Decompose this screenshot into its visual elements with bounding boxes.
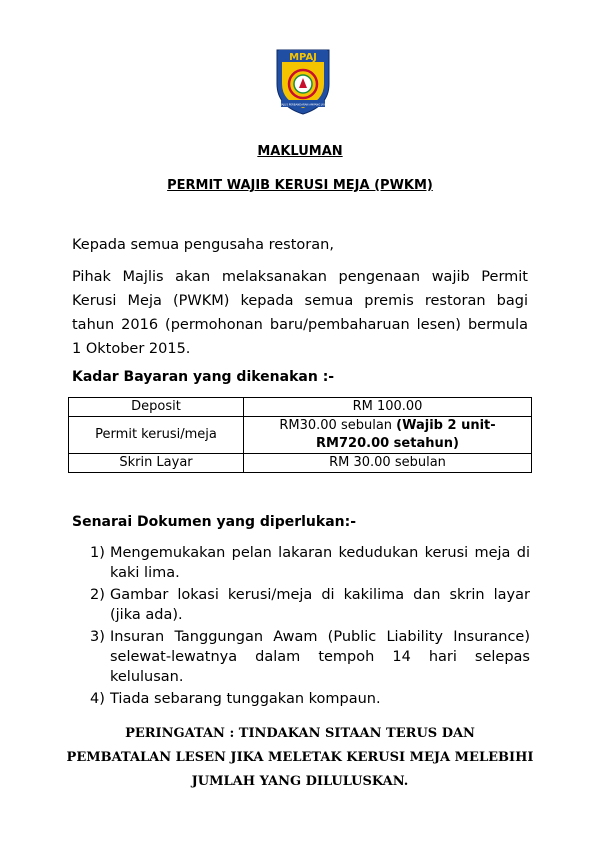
warning-notice bbox=[60, 722, 540, 794]
table-row bbox=[69, 417, 532, 454]
rate-note: (Wajib 2 unit-RM720.00 setahun) bbox=[316, 418, 496, 451]
rate-price bbox=[244, 454, 532, 473]
documents-list bbox=[90, 543, 530, 711]
rate-price-text: RM 100.00 bbox=[352, 399, 423, 414]
list-number: 3) bbox=[90, 629, 105, 645]
rate-item: Permit kerusi/meja bbox=[69, 417, 244, 454]
rate-price bbox=[244, 417, 532, 454]
rate-price-text: RM30.00 sebulan bbox=[279, 418, 393, 433]
body-paragraph: Pihak Majlis akan melaksanakan pengenaan wajib Permit Kerusi Meja (PWKM) kepada semua premis restoran bagi tahun 2016 (permohonan baru/pembaharuan lesen) bermula 1 Oktober 2015. bbox=[72, 269, 528, 357]
rates-title: Kadar Bayaran yang dikenakan :- bbox=[72, 369, 335, 385]
rate-price bbox=[244, 398, 532, 417]
rate-item: Skrin Layar bbox=[69, 454, 244, 473]
table-row bbox=[69, 398, 532, 417]
list-item bbox=[90, 543, 530, 583]
list-item bbox=[90, 689, 530, 709]
notice-title: MAKLUMAN bbox=[257, 144, 343, 159]
list-number: 1) bbox=[90, 545, 105, 561]
list-text: Insuran Tanggungan Awam (Public Liability Insurance) selewat-lewatnya dalam tempoh 14 hari selepas kelulusan. bbox=[110, 629, 530, 685]
rate-price-text: RM 30.00 sebulan bbox=[329, 455, 446, 470]
logo-ribbon: MAJLIS PERBANDARAN AMPANG JAYA bbox=[279, 103, 327, 107]
list-text: Gambar lokasi kerusi/meja di kakilima dan skrin layar (jika ada). bbox=[110, 587, 530, 623]
warning-line: PEMBATALAN LESEN JIKA MELETAK KERUSI MEJA MELEBIHI bbox=[66, 750, 534, 765]
list-number: 4) bbox=[90, 691, 105, 707]
list-item bbox=[90, 585, 530, 625]
mpaj-logo bbox=[273, 44, 333, 116]
rates-table bbox=[68, 397, 532, 473]
warning-line: JUMLAH YANG DILULUSKAN. bbox=[191, 774, 409, 789]
list-text: Tiada sebarang tunggakan kompaun. bbox=[110, 691, 381, 707]
list-item bbox=[90, 627, 530, 687]
list-number: 2) bbox=[90, 587, 105, 603]
logo-label: MPAJ bbox=[289, 52, 317, 63]
list-text: Mengemukakan pelan lakaran kedudukan kerusi meja di kaki lima. bbox=[110, 545, 530, 581]
notice-subtitle: PERMIT WAJIB KERUSI MEJA (PWKM) bbox=[167, 178, 433, 193]
greeting: Kepada semua pengusaha restoran, bbox=[72, 237, 334, 253]
table-row bbox=[69, 454, 532, 473]
warning-line: PERINGATAN : TINDAKAN SITAAN TERUS DAN bbox=[125, 726, 475, 741]
documents-title: Senarai Dokumen yang diperlukan:- bbox=[72, 514, 357, 530]
rate-item: Deposit bbox=[69, 398, 244, 417]
